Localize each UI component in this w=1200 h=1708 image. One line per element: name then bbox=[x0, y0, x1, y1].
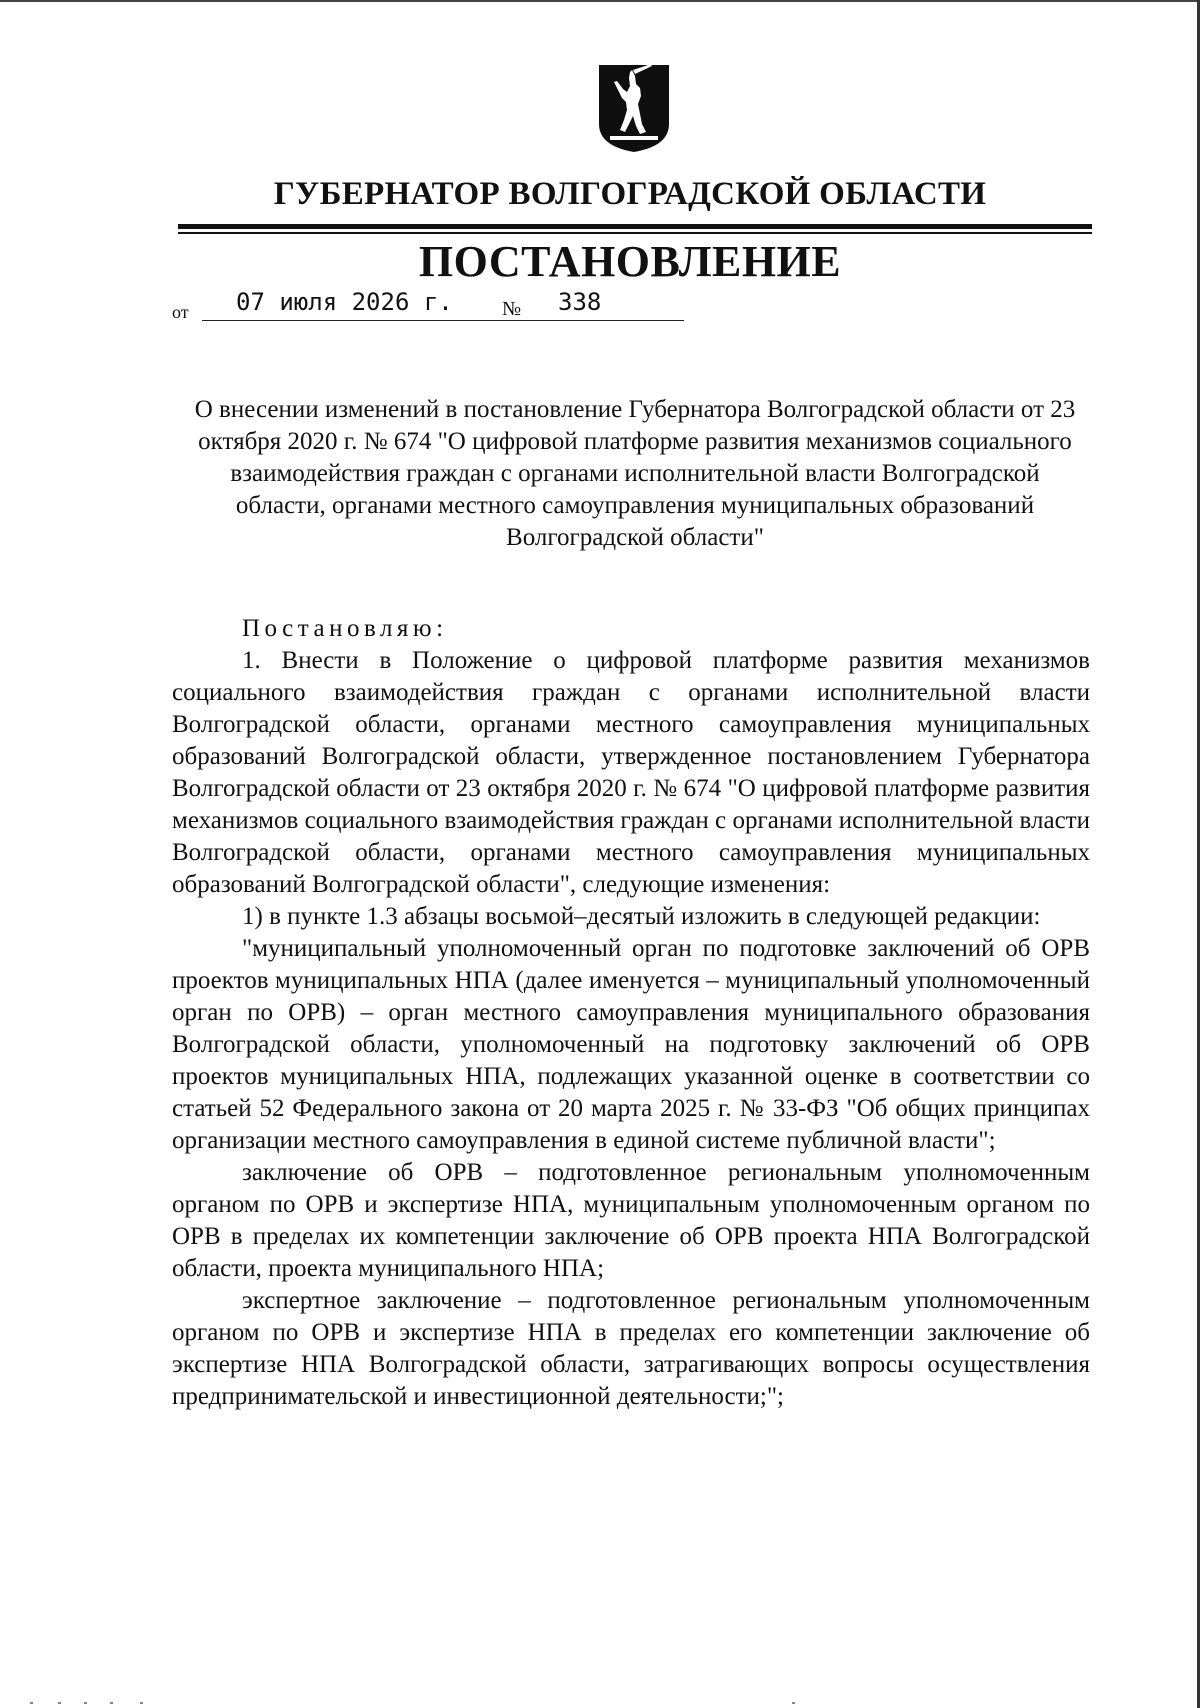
header-rule-thin bbox=[178, 232, 1092, 234]
body-paragraph: 1. Внести в Положение о цифровой платформе развития механизмов социального взаимодействия граждан с органами исполнительной власти Волгоградской области, органами местного самоуправления муниципальных образований Волгоградской области, утвержденное постановлением Губернатора Волгоградской области от 23 октября 2020 г. № 674 "О цифровой платформе развития механизмов социального взаимодействия граждан с органами исполнительной власти Волгоградской области, органами местного самоуправления муниципальных образований Волгоградской области", следующие изменения: bbox=[172, 647, 1090, 898]
document-subject: О внесении изменений в постановление Губернатора Волгоградской области от 23 октября 2020 г. № 674 "О цифровой платформе развития механизмов социального взаимодействия граждан с органами исполнительной власти Волгоградской области, органами местного самоуправления муниципальных образований Волгоградской области" bbox=[194, 396, 1076, 551]
document-type-title: ПОСТАНОВЛЕНИЕ bbox=[418, 237, 842, 286]
number-label: № bbox=[502, 298, 522, 320]
body-paragraph: 1) в пункте 1.3 абзацы восьмой–десятый изложить в следующей редакции: bbox=[242, 903, 1041, 930]
coat-of-arms-icon bbox=[596, 62, 672, 154]
date-prefix: от bbox=[172, 302, 189, 322]
scan-artifact bbox=[58, 1702, 61, 1704]
scan-artifact bbox=[140, 1702, 143, 1704]
number-field bbox=[532, 286, 684, 321]
resolution-lead: Постановляю: bbox=[242, 615, 448, 642]
document-date: 07 июля 2026 г. bbox=[236, 288, 453, 316]
header-rule-thick bbox=[178, 224, 1092, 229]
organization-name: ГУБЕРНАТОР ВОЛГОГРАДСКОЙ ОБЛАСТИ bbox=[273, 176, 987, 212]
body-paragraph: экспертное заключение – подготовленное региональным уполномоченным органом по ОРВ и экспертизе НПА в пределах его компетенции заключение об экспертизе НПА Волгоградской области, затрагивающих вопросы осуществления предпринимательской и инвестиционной деятельности;"; bbox=[172, 1287, 1090, 1410]
scan-artifact bbox=[110, 1702, 113, 1704]
page-edge-top bbox=[0, 0, 1200, 2]
body-paragraph: заключение об ОРВ – подготовленное региональным уполномоченным органом по ОРВ и экспертизе НПА, муниципальным уполномоченным органом по ОРВ в пределах их компетенции заключение об ОРВ проекта НПА Волгоградской области, проекта муниципального НПА; bbox=[172, 1159, 1090, 1282]
document-number: 338 bbox=[558, 288, 602, 316]
scan-artifact bbox=[84, 1702, 87, 1704]
scan-artifact bbox=[30, 1702, 33, 1704]
body-paragraph: "муниципальный уполномоченный орган по подготовке заключений об ОРВ проектов муниципальных НПА (далее именуется – муниципальный уполномоченный орган по ОРВ) – орган местного самоуправления муниципального образования Волгоградской области, уполномоченный на подготовку заключений об ОРВ проектов муниципальных НПА, подлежащих указанной оценке в соответствии со статьей 52 Федерального закона от 20 марта 2025 г. № 33-ФЗ "Об общих принципах организации местного самоуправления в единой системе публичной власти"; bbox=[172, 935, 1090, 1154]
document-body bbox=[172, 613, 1090, 1413]
scan-artifact bbox=[792, 1702, 795, 1704]
